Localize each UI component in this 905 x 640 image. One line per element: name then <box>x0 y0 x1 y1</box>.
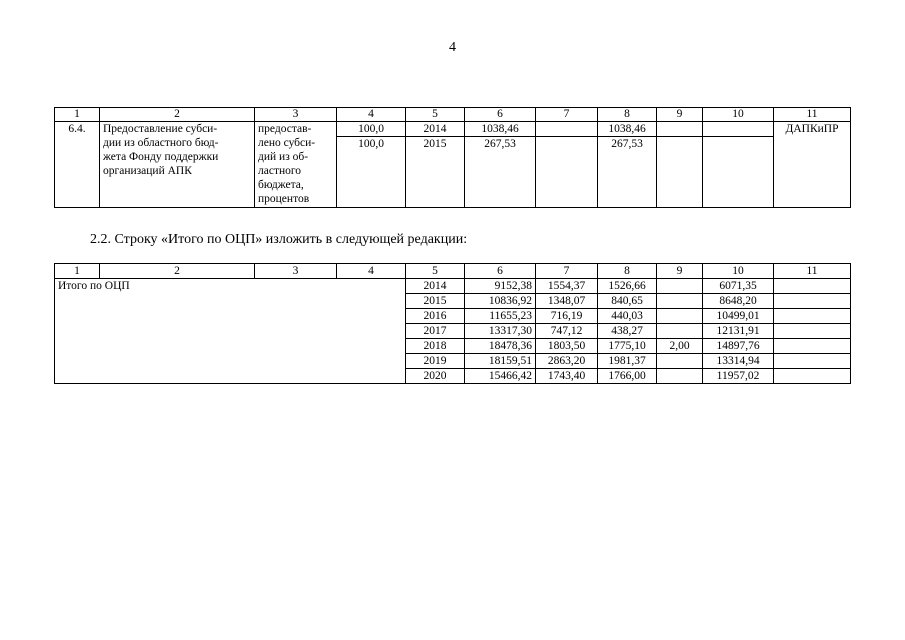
table-cell <box>657 309 703 324</box>
table-cell: 11957,02 <box>703 369 774 384</box>
table-cell: 2019 <box>406 354 465 369</box>
column-header: 10 <box>703 264 774 279</box>
column-header: 9 <box>657 264 703 279</box>
total-label: Итого по ОЦП <box>55 279 406 384</box>
table-cell: 18478,36 <box>465 339 536 354</box>
table-cell: 1554,37 <box>536 279 598 294</box>
table-cell: 1348,07 <box>536 294 598 309</box>
table-cell: 747,12 <box>536 324 598 339</box>
table-cell: 2015 <box>406 137 465 208</box>
table-cell: 10499,01 <box>703 309 774 324</box>
table-cell: 2020 <box>406 369 465 384</box>
column-header: 8 <box>598 108 657 122</box>
table-header-row <box>55 264 851 279</box>
column-header: 11 <box>774 264 851 279</box>
table-cell: 8648,20 <box>703 294 774 309</box>
column-header: 2 <box>100 108 255 122</box>
table-cell: 2015 <box>406 294 465 309</box>
column-header: 9 <box>657 108 703 122</box>
table-cell: 2014 <box>406 122 465 137</box>
table-row <box>55 122 851 137</box>
column-header: 4 <box>337 108 406 122</box>
table-cell: 100,0 <box>337 122 406 137</box>
table-cell <box>774 294 851 309</box>
table-cell: 2,00 <box>657 339 703 354</box>
table-cell: 100,0 <box>337 137 406 208</box>
table-cell: 12131,91 <box>703 324 774 339</box>
column-header: 1 <box>55 264 100 279</box>
table-cell: 2016 <box>406 309 465 324</box>
table-cell: 11655,23 <box>465 309 536 324</box>
table-cell <box>657 294 703 309</box>
table-cell: 1038,46 <box>465 122 536 137</box>
column-header: 3 <box>255 108 337 122</box>
table-cell: 13317,30 <box>465 324 536 339</box>
column-header: 3 <box>255 264 337 279</box>
column-header: 7 <box>536 108 598 122</box>
table-cell: 716,19 <box>536 309 598 324</box>
program-table <box>54 107 851 208</box>
table-cell <box>657 369 703 384</box>
table-cell <box>657 354 703 369</box>
table-cell: 9152,38 <box>465 279 536 294</box>
table-cell: 6071,35 <box>703 279 774 294</box>
table-cell <box>657 324 703 339</box>
table-cell: 15466,42 <box>465 369 536 384</box>
table-cell: 13314,94 <box>703 354 774 369</box>
column-header: 6 <box>465 264 536 279</box>
table-cell <box>657 137 703 208</box>
table-cell: 267,53 <box>465 137 536 208</box>
table-cell: 14897,76 <box>703 339 774 354</box>
table-cell <box>774 369 851 384</box>
table-cell: 2014 <box>406 279 465 294</box>
table-header-row <box>55 108 851 122</box>
table-cell <box>774 279 851 294</box>
column-header: 6 <box>465 108 536 122</box>
column-header: 11 <box>774 108 851 122</box>
table-cell: 2017 <box>406 324 465 339</box>
table-cell: 438,27 <box>598 324 657 339</box>
table-cell: 10836,92 <box>465 294 536 309</box>
table-cell: 267,53 <box>598 137 657 208</box>
table-cell: 2863,20 <box>536 354 598 369</box>
table-cell: 1766,00 <box>598 369 657 384</box>
table-cell: 1526,66 <box>598 279 657 294</box>
table-cell <box>536 122 598 137</box>
column-header: 1 <box>55 108 100 122</box>
table-cell: 1743,40 <box>536 369 598 384</box>
column-header: 7 <box>536 264 598 279</box>
table-cell: 18159,51 <box>465 354 536 369</box>
table-cell <box>657 122 703 137</box>
table-cell <box>703 122 774 137</box>
table-cell: 840,65 <box>598 294 657 309</box>
column-header: 2 <box>100 264 255 279</box>
table-cell: 1981,37 <box>598 354 657 369</box>
page-number: 4 <box>449 40 456 55</box>
section-subtitle: 2.2. Строку «Итого по ОЦП» изложить в следующей редакции: <box>90 232 468 247</box>
table-cell <box>774 309 851 324</box>
item-number: 6.4. <box>55 122 100 208</box>
table-cell <box>657 279 703 294</box>
table-cell <box>536 137 598 208</box>
table-cell <box>774 354 851 369</box>
column-header: 10 <box>703 108 774 122</box>
table-cell: 1038,46 <box>598 122 657 137</box>
table-cell: 1803,50 <box>536 339 598 354</box>
column-header: 4 <box>337 264 406 279</box>
item-description: Предоставление субси- дии из областного бюд- жета Фонду поддержки организаций АПК <box>100 122 255 208</box>
table-cell <box>774 339 851 354</box>
total-table <box>54 263 851 384</box>
table-cell <box>703 137 774 208</box>
table-row <box>55 279 851 294</box>
executor-cell: ДАПКиПР <box>774 122 851 208</box>
table-cell <box>774 324 851 339</box>
column-header: 5 <box>406 264 465 279</box>
item-indicator: предостав- лено субси- дий из об- ластного бюджета, процентов <box>255 122 337 208</box>
table-cell: 440,03 <box>598 309 657 324</box>
table-cell: 2018 <box>406 339 465 354</box>
column-header: 8 <box>598 264 657 279</box>
column-header: 5 <box>406 108 465 122</box>
table-cell: 1775,10 <box>598 339 657 354</box>
